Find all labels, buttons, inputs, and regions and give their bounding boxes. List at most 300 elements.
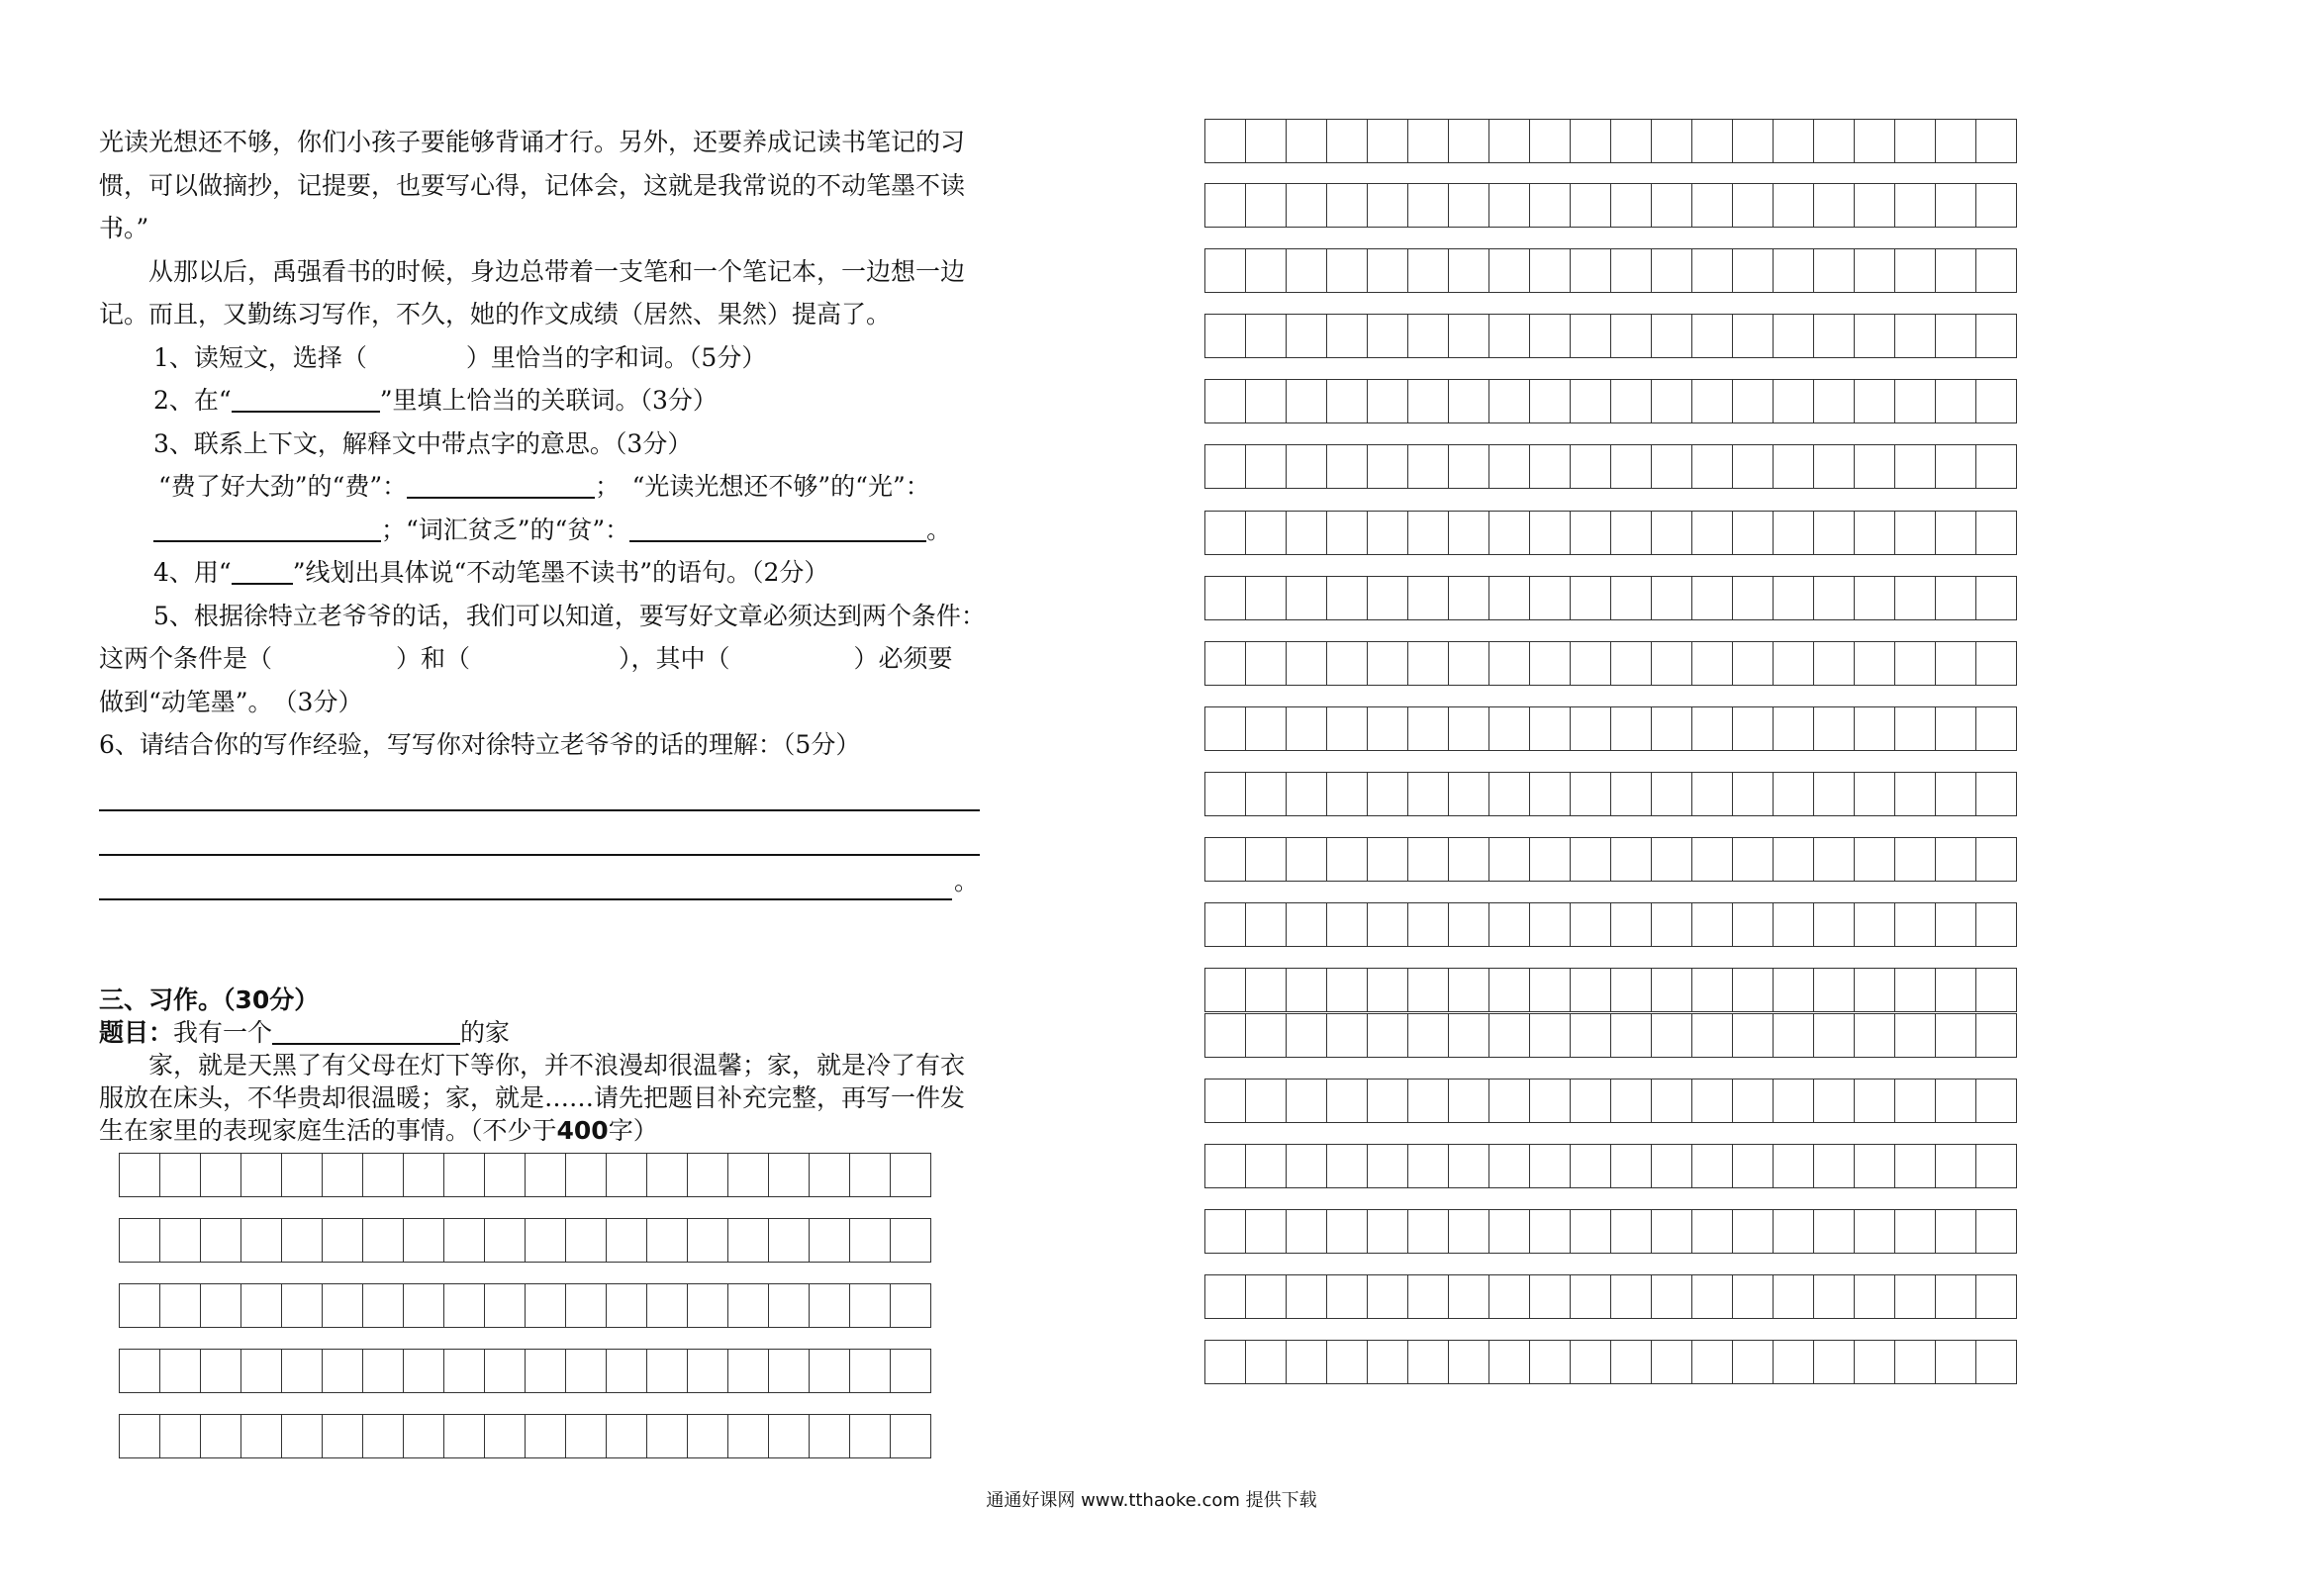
writing-grid-row[interactable] — [1204, 1079, 2017, 1123]
grid-cell[interactable] — [1814, 445, 1855, 489]
grid-cell[interactable] — [1287, 969, 1327, 1012]
grid-cell[interactable] — [1855, 380, 1895, 423]
grid-cell[interactable] — [1976, 903, 2017, 947]
grid-cell[interactable] — [1692, 642, 1733, 686]
grid-cell[interactable] — [363, 1415, 404, 1458]
writing-grid-row[interactable] — [1204, 706, 2017, 751]
grid-cell[interactable] — [1936, 1080, 1976, 1123]
grid-cell[interactable] — [1733, 1275, 1774, 1319]
grid-cell[interactable] — [1571, 838, 1611, 882]
grid-cell[interactable] — [1895, 969, 1936, 1012]
grid-cell[interactable] — [1855, 838, 1895, 882]
grid-cell[interactable] — [1814, 642, 1855, 686]
grid-cell[interactable] — [1774, 838, 1814, 882]
grid-cell[interactable] — [1408, 969, 1449, 1012]
grid-cell[interactable] — [1895, 707, 1936, 751]
grid-cell[interactable] — [1774, 1210, 1814, 1254]
grid-cell[interactable] — [1692, 969, 1733, 1012]
grid-cell[interactable] — [1489, 773, 1530, 816]
grid-cell[interactable] — [1936, 903, 1976, 947]
grid-cell[interactable] — [363, 1219, 404, 1263]
writing-grid-row[interactable] — [1204, 1144, 2017, 1188]
grid-cell[interactable] — [1287, 642, 1327, 686]
grid-cell[interactable] — [1287, 1275, 1327, 1319]
grid-cell[interactable] — [1205, 969, 1246, 1012]
grid-cell[interactable] — [1814, 773, 1855, 816]
grid-cell[interactable] — [1652, 249, 1692, 293]
grid-cell[interactable] — [1287, 184, 1327, 228]
grid-cell[interactable] — [1692, 903, 1733, 947]
grid-cell[interactable] — [1976, 1275, 2017, 1319]
grid-cell[interactable] — [1368, 1080, 1408, 1123]
grid-cell[interactable] — [1246, 445, 1287, 489]
grid-cell[interactable] — [444, 1415, 485, 1458]
grid-cell[interactable] — [1611, 380, 1652, 423]
grid-cell[interactable] — [1976, 642, 2017, 686]
grid-cell[interactable] — [1733, 1341, 1774, 1384]
grid-cell[interactable] — [1611, 512, 1652, 555]
grid-cell[interactable] — [1936, 1275, 1976, 1319]
writing-grid-row[interactable] — [1204, 379, 2017, 423]
grid-cell[interactable] — [1652, 707, 1692, 751]
grid-cell[interactable] — [1814, 1275, 1855, 1319]
grid-cell[interactable] — [1976, 1145, 2017, 1188]
grid-cell[interactable] — [1895, 120, 1936, 163]
grid-cell[interactable] — [1936, 445, 1976, 489]
grid-cell[interactable] — [1530, 707, 1571, 751]
writing-grid-row[interactable] — [1204, 1340, 2017, 1384]
grid-cell[interactable] — [1368, 184, 1408, 228]
grid-cell[interactable] — [1489, 445, 1530, 489]
grid-cell[interactable] — [1408, 577, 1449, 620]
grid-cell[interactable] — [1327, 1080, 1368, 1123]
grid-cell[interactable] — [1246, 1275, 1287, 1319]
grid-cell[interactable] — [1571, 1145, 1611, 1188]
grid-cell[interactable] — [1205, 512, 1246, 555]
grid-cell[interactable] — [1368, 1275, 1408, 1319]
grid-cell[interactable] — [1449, 577, 1489, 620]
grid-cell[interactable] — [282, 1154, 323, 1197]
grid-cell[interactable] — [1287, 1341, 1327, 1384]
grid-cell[interactable] — [1287, 773, 1327, 816]
grid-cell[interactable] — [1530, 577, 1571, 620]
grid-cell[interactable] — [1489, 1080, 1530, 1123]
grid-cell[interactable] — [1611, 315, 1652, 358]
grid-cell[interactable] — [1733, 773, 1774, 816]
grid-cell[interactable] — [1205, 1275, 1246, 1319]
grid-cell[interactable] — [1692, 773, 1733, 816]
grid-cell[interactable] — [1327, 184, 1368, 228]
grid-cell[interactable] — [1489, 1275, 1530, 1319]
grid-cell[interactable] — [850, 1154, 891, 1197]
grid-cell[interactable] — [1571, 1210, 1611, 1254]
grid-cell[interactable] — [1976, 120, 2017, 163]
grid-cell[interactable] — [323, 1350, 363, 1393]
writing-grid-row[interactable] — [119, 1153, 931, 1197]
grid-cell[interactable] — [1246, 120, 1287, 163]
grid-cell[interactable] — [566, 1219, 607, 1263]
grid-cell[interactable] — [404, 1219, 444, 1263]
blank-line[interactable] — [407, 471, 595, 499]
grid-cell[interactable] — [1449, 903, 1489, 947]
grid-cell[interactable] — [1976, 184, 2017, 228]
grid-cell[interactable] — [1449, 1210, 1489, 1254]
grid-cell[interactable] — [1287, 445, 1327, 489]
writing-grid-row[interactable] — [1204, 576, 2017, 620]
grid-cell[interactable] — [566, 1154, 607, 1197]
grid-cell[interactable] — [120, 1415, 160, 1458]
grid-cell[interactable] — [1449, 249, 1489, 293]
grid-cell[interactable] — [1855, 1275, 1895, 1319]
grid-cell[interactable] — [1571, 903, 1611, 947]
grid-cell[interactable] — [282, 1350, 323, 1393]
grid-cell[interactable] — [1652, 120, 1692, 163]
grid-cell[interactable] — [1976, 838, 2017, 882]
grid-cell[interactable] — [160, 1415, 201, 1458]
grid-cell[interactable] — [1489, 380, 1530, 423]
grid-cell[interactable] — [1571, 707, 1611, 751]
grid-cell[interactable] — [769, 1284, 810, 1328]
grid-cell[interactable] — [1814, 1341, 1855, 1384]
grid-cell[interactable] — [1855, 184, 1895, 228]
grid-cell[interactable] — [1652, 773, 1692, 816]
writing-grid-row[interactable] — [1204, 444, 2017, 489]
grid-cell[interactable] — [1327, 1341, 1368, 1384]
grid-cell[interactable] — [1936, 1145, 1976, 1188]
grid-cell[interactable] — [1855, 1014, 1895, 1058]
grid-cell[interactable] — [1692, 1210, 1733, 1254]
grid-cell[interactable] — [363, 1350, 404, 1393]
grid-cell[interactable] — [1530, 249, 1571, 293]
grid-cell[interactable] — [1530, 1341, 1571, 1384]
grid-cell[interactable] — [1733, 969, 1774, 1012]
grid-cell[interactable] — [1489, 1145, 1530, 1188]
grid-cell[interactable] — [1692, 184, 1733, 228]
grid-cell[interactable] — [1246, 380, 1287, 423]
grid-cell[interactable] — [1368, 838, 1408, 882]
grid-cell[interactable] — [404, 1154, 444, 1197]
grid-cell[interactable] — [1246, 1014, 1287, 1058]
grid-cell[interactable] — [728, 1154, 769, 1197]
grid-cell[interactable] — [1855, 1210, 1895, 1254]
grid-cell[interactable] — [1205, 184, 1246, 228]
grid-cell[interactable] — [850, 1219, 891, 1263]
grid-cell[interactable] — [1571, 969, 1611, 1012]
grid-cell[interactable] — [810, 1415, 850, 1458]
grid-cell[interactable] — [1530, 1210, 1571, 1254]
grid-cell[interactable] — [1652, 1080, 1692, 1123]
writing-grid-row[interactable] — [119, 1218, 931, 1263]
grid-cell[interactable] — [1327, 707, 1368, 751]
grid-cell[interactable] — [1855, 642, 1895, 686]
grid-cell[interactable] — [810, 1350, 850, 1393]
grid-cell[interactable] — [810, 1284, 850, 1328]
grid-cell[interactable] — [1895, 577, 1936, 620]
grid-cell[interactable] — [1530, 445, 1571, 489]
grid-cell[interactable] — [1774, 120, 1814, 163]
grid-cell[interactable] — [566, 1284, 607, 1328]
grid-cell[interactable] — [1936, 512, 1976, 555]
grid-cell[interactable] — [241, 1350, 282, 1393]
grid-cell[interactable] — [1327, 642, 1368, 686]
grid-cell[interactable] — [1774, 1080, 1814, 1123]
grid-cell[interactable] — [526, 1154, 566, 1197]
grid-cell[interactable] — [1814, 1014, 1855, 1058]
writing-grid-row[interactable] — [1204, 248, 2017, 293]
grid-cell[interactable] — [1692, 577, 1733, 620]
grid-cell[interactable] — [1489, 1341, 1530, 1384]
grid-cell[interactable] — [1692, 1014, 1733, 1058]
grid-cell[interactable] — [201, 1350, 241, 1393]
grid-cell[interactable] — [1246, 773, 1287, 816]
grid-cell[interactable] — [1408, 1275, 1449, 1319]
grid-cell[interactable] — [1449, 773, 1489, 816]
grid-cell[interactable] — [1855, 577, 1895, 620]
grid-cell[interactable] — [728, 1284, 769, 1328]
grid-cell[interactable] — [1368, 445, 1408, 489]
grid-cell[interactable] — [1733, 707, 1774, 751]
grid-cell[interactable] — [1449, 184, 1489, 228]
grid-cell[interactable] — [1246, 1145, 1287, 1188]
grid-cell[interactable] — [1976, 773, 2017, 816]
grid-cell[interactable] — [1205, 249, 1246, 293]
grid-cell[interactable] — [1936, 707, 1976, 751]
grid-cell[interactable] — [1692, 380, 1733, 423]
grid-cell[interactable] — [1449, 707, 1489, 751]
grid-cell[interactable] — [891, 1350, 931, 1393]
grid-cell[interactable] — [1571, 184, 1611, 228]
answer-line[interactable] — [99, 856, 952, 900]
grid-cell[interactable] — [1530, 903, 1571, 947]
grid-cell[interactable] — [1976, 1341, 2017, 1384]
grid-cell[interactable] — [1855, 249, 1895, 293]
grid-cell[interactable] — [1652, 445, 1692, 489]
grid-cell[interactable] — [1895, 315, 1936, 358]
grid-cell[interactable] — [201, 1154, 241, 1197]
grid-cell[interactable] — [1855, 1080, 1895, 1123]
grid-cell[interactable] — [1287, 512, 1327, 555]
grid-cell[interactable] — [1774, 1145, 1814, 1188]
grid-cell[interactable] — [1774, 184, 1814, 228]
grid-cell[interactable] — [769, 1219, 810, 1263]
grid-cell[interactable] — [1652, 512, 1692, 555]
grid-cell[interactable] — [1489, 512, 1530, 555]
writing-grid-row[interactable] — [119, 1283, 931, 1328]
grid-cell[interactable] — [1246, 1080, 1287, 1123]
grid-cell[interactable] — [1611, 707, 1652, 751]
grid-cell[interactable] — [1408, 1014, 1449, 1058]
grid-cell[interactable] — [728, 1415, 769, 1458]
grid-cell[interactable] — [769, 1415, 810, 1458]
grid-cell[interactable] — [1976, 249, 2017, 293]
grid-cell[interactable] — [1774, 1341, 1814, 1384]
grid-cell[interactable] — [1774, 445, 1814, 489]
grid-cell[interactable] — [1368, 707, 1408, 751]
grid-cell[interactable] — [1976, 1014, 2017, 1058]
grid-cell[interactable] — [1855, 1341, 1895, 1384]
grid-cell[interactable] — [201, 1284, 241, 1328]
grid-cell[interactable] — [1733, 1080, 1774, 1123]
grid-cell[interactable] — [485, 1415, 526, 1458]
grid-cell[interactable] — [323, 1154, 363, 1197]
grid-cell[interactable] — [1246, 249, 1287, 293]
grid-cell[interactable] — [1489, 577, 1530, 620]
grid-cell[interactable] — [120, 1284, 160, 1328]
grid-cell[interactable] — [810, 1219, 850, 1263]
grid-cell[interactable] — [891, 1219, 931, 1263]
grid-cell[interactable] — [1611, 120, 1652, 163]
grid-cell[interactable] — [1408, 445, 1449, 489]
grid-cell[interactable] — [1814, 903, 1855, 947]
grid-cell[interactable] — [1571, 773, 1611, 816]
grid-cell[interactable] — [1733, 512, 1774, 555]
grid-cell[interactable] — [1692, 1080, 1733, 1123]
grid-cell[interactable] — [1287, 380, 1327, 423]
grid-cell[interactable] — [1287, 838, 1327, 882]
grid-cell[interactable] — [1571, 1275, 1611, 1319]
grid-cell[interactable] — [241, 1154, 282, 1197]
grid-cell[interactable] — [1895, 1080, 1936, 1123]
grid-cell[interactable] — [1611, 1341, 1652, 1384]
answer-line[interactable] — [99, 767, 980, 811]
grid-cell[interactable] — [1774, 1014, 1814, 1058]
grid-cell[interactable] — [1489, 120, 1530, 163]
grid-cell[interactable] — [1895, 249, 1936, 293]
grid-cell[interactable] — [1530, 642, 1571, 686]
grid-cell[interactable] — [1571, 380, 1611, 423]
grid-cell[interactable] — [485, 1284, 526, 1328]
grid-cell[interactable] — [1205, 577, 1246, 620]
grid-cell[interactable] — [1936, 577, 1976, 620]
grid-cell[interactable] — [1205, 1341, 1246, 1384]
writing-grid-row[interactable] — [1204, 1274, 2017, 1319]
grid-cell[interactable] — [1976, 315, 2017, 358]
grid-cell[interactable] — [1246, 707, 1287, 751]
grid-cell[interactable] — [1287, 1145, 1327, 1188]
grid-cell[interactable] — [1449, 1341, 1489, 1384]
grid-cell[interactable] — [201, 1219, 241, 1263]
grid-cell[interactable] — [444, 1284, 485, 1328]
writing-grid-row[interactable] — [1204, 119, 2017, 163]
grid-cell[interactable] — [1368, 120, 1408, 163]
grid-cell[interactable] — [1774, 315, 1814, 358]
grid-cell[interactable] — [1814, 1145, 1855, 1188]
grid-cell[interactable] — [1368, 512, 1408, 555]
grid-cell[interactable] — [1976, 1080, 2017, 1123]
grid-cell[interactable] — [1976, 1210, 2017, 1254]
grid-cell[interactable] — [1489, 903, 1530, 947]
grid-cell[interactable] — [1692, 315, 1733, 358]
grid-cell[interactable] — [526, 1284, 566, 1328]
writing-grid-row[interactable] — [119, 1414, 931, 1458]
grid-cell[interactable] — [1855, 315, 1895, 358]
grid-cell[interactable] — [1449, 1014, 1489, 1058]
grid-cell[interactable] — [485, 1350, 526, 1393]
grid-cell[interactable] — [1814, 1210, 1855, 1254]
grid-cell[interactable] — [1408, 1080, 1449, 1123]
grid-cell[interactable] — [1652, 1145, 1692, 1188]
grid-cell[interactable] — [1895, 1014, 1936, 1058]
answer-line[interactable] — [99, 811, 980, 856]
grid-cell[interactable] — [1287, 1210, 1327, 1254]
writing-grid-row[interactable] — [119, 1349, 931, 1393]
grid-cell[interactable] — [1368, 903, 1408, 947]
grid-cell[interactable] — [1408, 315, 1449, 358]
grid-cell[interactable] — [1327, 315, 1368, 358]
grid-cell[interactable] — [1530, 1145, 1571, 1188]
grid-cell[interactable] — [1611, 445, 1652, 489]
grid-cell[interactable] — [1814, 577, 1855, 620]
grid-cell[interactable] — [1895, 512, 1936, 555]
grid-cell[interactable] — [120, 1154, 160, 1197]
grid-cell[interactable] — [728, 1350, 769, 1393]
grid-cell[interactable] — [1692, 512, 1733, 555]
grid-cell[interactable] — [241, 1415, 282, 1458]
blank-line[interactable] — [232, 557, 293, 585]
grid-cell[interactable] — [647, 1154, 688, 1197]
grid-cell[interactable] — [1408, 1341, 1449, 1384]
grid-cell[interactable] — [1205, 1210, 1246, 1254]
grid-cell[interactable] — [1408, 380, 1449, 423]
grid-cell[interactable] — [160, 1219, 201, 1263]
grid-cell[interactable] — [444, 1350, 485, 1393]
grid-cell[interactable] — [1205, 1145, 1246, 1188]
grid-cell[interactable] — [1976, 445, 2017, 489]
grid-cell[interactable] — [1611, 903, 1652, 947]
grid-cell[interactable] — [1611, 969, 1652, 1012]
grid-cell[interactable] — [1368, 1014, 1408, 1058]
grid-cell[interactable] — [485, 1154, 526, 1197]
grid-cell[interactable] — [1530, 1014, 1571, 1058]
title-blank[interactable] — [272, 1017, 460, 1045]
grid-cell[interactable] — [1205, 120, 1246, 163]
grid-cell[interactable] — [1327, 249, 1368, 293]
grid-cell[interactable] — [1652, 577, 1692, 620]
grid-cell[interactable] — [1449, 512, 1489, 555]
grid-cell[interactable] — [1774, 577, 1814, 620]
grid-cell[interactable] — [1368, 249, 1408, 293]
grid-cell[interactable] — [1774, 707, 1814, 751]
grid-cell[interactable] — [1895, 184, 1936, 228]
grid-cell[interactable] — [160, 1154, 201, 1197]
grid-cell[interactable] — [1368, 642, 1408, 686]
grid-cell[interactable] — [1611, 184, 1652, 228]
grid-cell[interactable] — [1246, 642, 1287, 686]
grid-cell[interactable] — [1449, 315, 1489, 358]
grid-cell[interactable] — [1489, 838, 1530, 882]
grid-cell[interactable] — [1205, 838, 1246, 882]
grid-cell[interactable] — [1287, 249, 1327, 293]
grid-cell[interactable] — [1571, 249, 1611, 293]
grid-cell[interactable] — [1408, 120, 1449, 163]
grid-cell[interactable] — [1814, 1080, 1855, 1123]
grid-cell[interactable] — [201, 1415, 241, 1458]
grid-cell[interactable] — [1368, 315, 1408, 358]
grid-cell[interactable] — [1652, 1014, 1692, 1058]
grid-cell[interactable] — [1489, 1210, 1530, 1254]
grid-cell[interactable] — [1246, 184, 1287, 228]
grid-cell[interactable] — [120, 1350, 160, 1393]
grid-cell[interactable] — [1327, 1014, 1368, 1058]
grid-cell[interactable] — [1611, 1210, 1652, 1254]
grid-cell[interactable] — [1936, 120, 1976, 163]
grid-cell[interactable] — [1327, 577, 1368, 620]
grid-cell[interactable] — [1327, 1145, 1368, 1188]
grid-cell[interactable] — [1205, 1014, 1246, 1058]
grid-cell[interactable] — [566, 1350, 607, 1393]
grid-cell[interactable] — [1205, 380, 1246, 423]
grid-cell[interactable] — [769, 1350, 810, 1393]
